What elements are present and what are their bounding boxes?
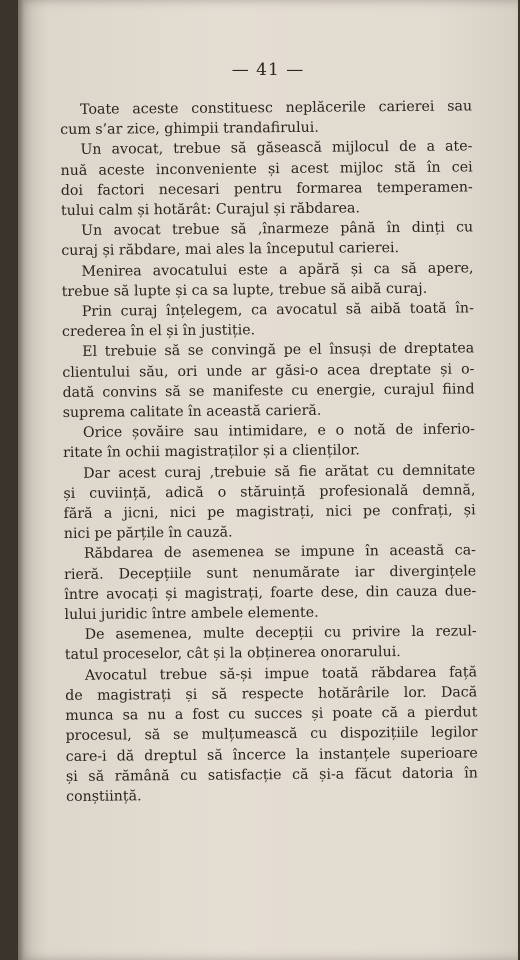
text-line: nuă aceste inconveniente și acest mijloc stă în cei: [60, 159, 473, 179]
text-line: procesul, să se mulțumească cu dispozițiile legilor: [65, 724, 478, 745]
text-line: Menirea avocatului este a apără și ca să apere,: [81, 260, 474, 280]
text-line: lului juridic între ambele elemente.: [64, 604, 319, 624]
text-line: Un avocat trebue să ‚înarmeze până în dinți cu: [81, 219, 474, 240]
text-line: tatul proceselor, cât și la obținerea onorarului.: [64, 644, 401, 664]
text-line: Un avocat, trebue să găsească mijlocul de a ate-: [80, 138, 473, 159]
body-text: [60, 96, 478, 807]
text-line: El trebuie să se convingă pe el însuși de dreptatea: [82, 340, 475, 361]
text-line: tului calm și hotărât: Curajul și răbdarea.: [60, 200, 361, 220]
text-line: între avocați și magistrați, foarte dese, din cauza due-: [64, 583, 477, 603]
text-line: care-i dă dreptul să încerce la instanțele superioare: [65, 744, 478, 765]
text-line: clientului său, ori unde ar găsi-o acea dreptate și o-: [62, 361, 475, 381]
text-line: și să rămână cu satisfacție că și-a făcut datoria în: [65, 765, 478, 785]
text-line: Avocatul trebue să-și impue toată răbdarea față: [84, 664, 478, 684]
text-line: ritate în ochii magistraților și a clienților.: [63, 442, 360, 462]
text-line: suprema calitate în această carieră.: [62, 402, 322, 422]
text-line: crederea în el și în justiție.: [61, 322, 256, 341]
text-line: munca sa nu a fost cu succes și poate că a pierdut: [65, 704, 478, 725]
text-line: De asemenea, multe decepții cu privire la rezul-: [84, 623, 477, 644]
text-line: Dar acest curaj ‚trebuie să fie arătat cu demnitate: [83, 462, 476, 482]
text-line: fără a jicni, nici pe magistrați, nici pe confrați, și: [63, 502, 476, 523]
book-page: [18, 0, 518, 960]
page-number: — 41 —: [231, 60, 305, 80]
text-line: Orice șovăire sau intimidare, e o notă de inferio-: [82, 421, 475, 442]
text-line: și cuviință, adică o stăruință profesională demnă,: [63, 482, 476, 502]
text-line: dată convins să se manifeste cu energie, curajul fiind: [62, 381, 475, 401]
text-line: Prin curaj înțelegem, ca avocatul să aibă toată în-: [81, 300, 474, 320]
text-line: Răbdarea de asemenea se impune în această ca-: [83, 542, 477, 563]
text-line: rieră. Decepțiile sunt nenumărate iar divergințele: [64, 563, 477, 583]
text-line: curaj și răbdare, mai ales la începutul carierei.: [61, 240, 400, 260]
text-line: Toate aceste constituesc neplăcerile carierei sau: [80, 98, 473, 118]
text-line: de magistrați și să respecte hotărârile lor. Dacă: [65, 684, 478, 704]
text-line: doi factori necesari pentru formarea temperamen-: [60, 179, 473, 199]
text-line: conștiință.: [66, 788, 142, 805]
text-line: trebue să lupte și ca sa lupte, trebue să aibă curaj.: [61, 280, 428, 300]
text-line: nici pe părțile în cauză.: [63, 524, 233, 543]
text-line: cum s’ar zice, ghimpii trandafirului.: [60, 119, 319, 139]
